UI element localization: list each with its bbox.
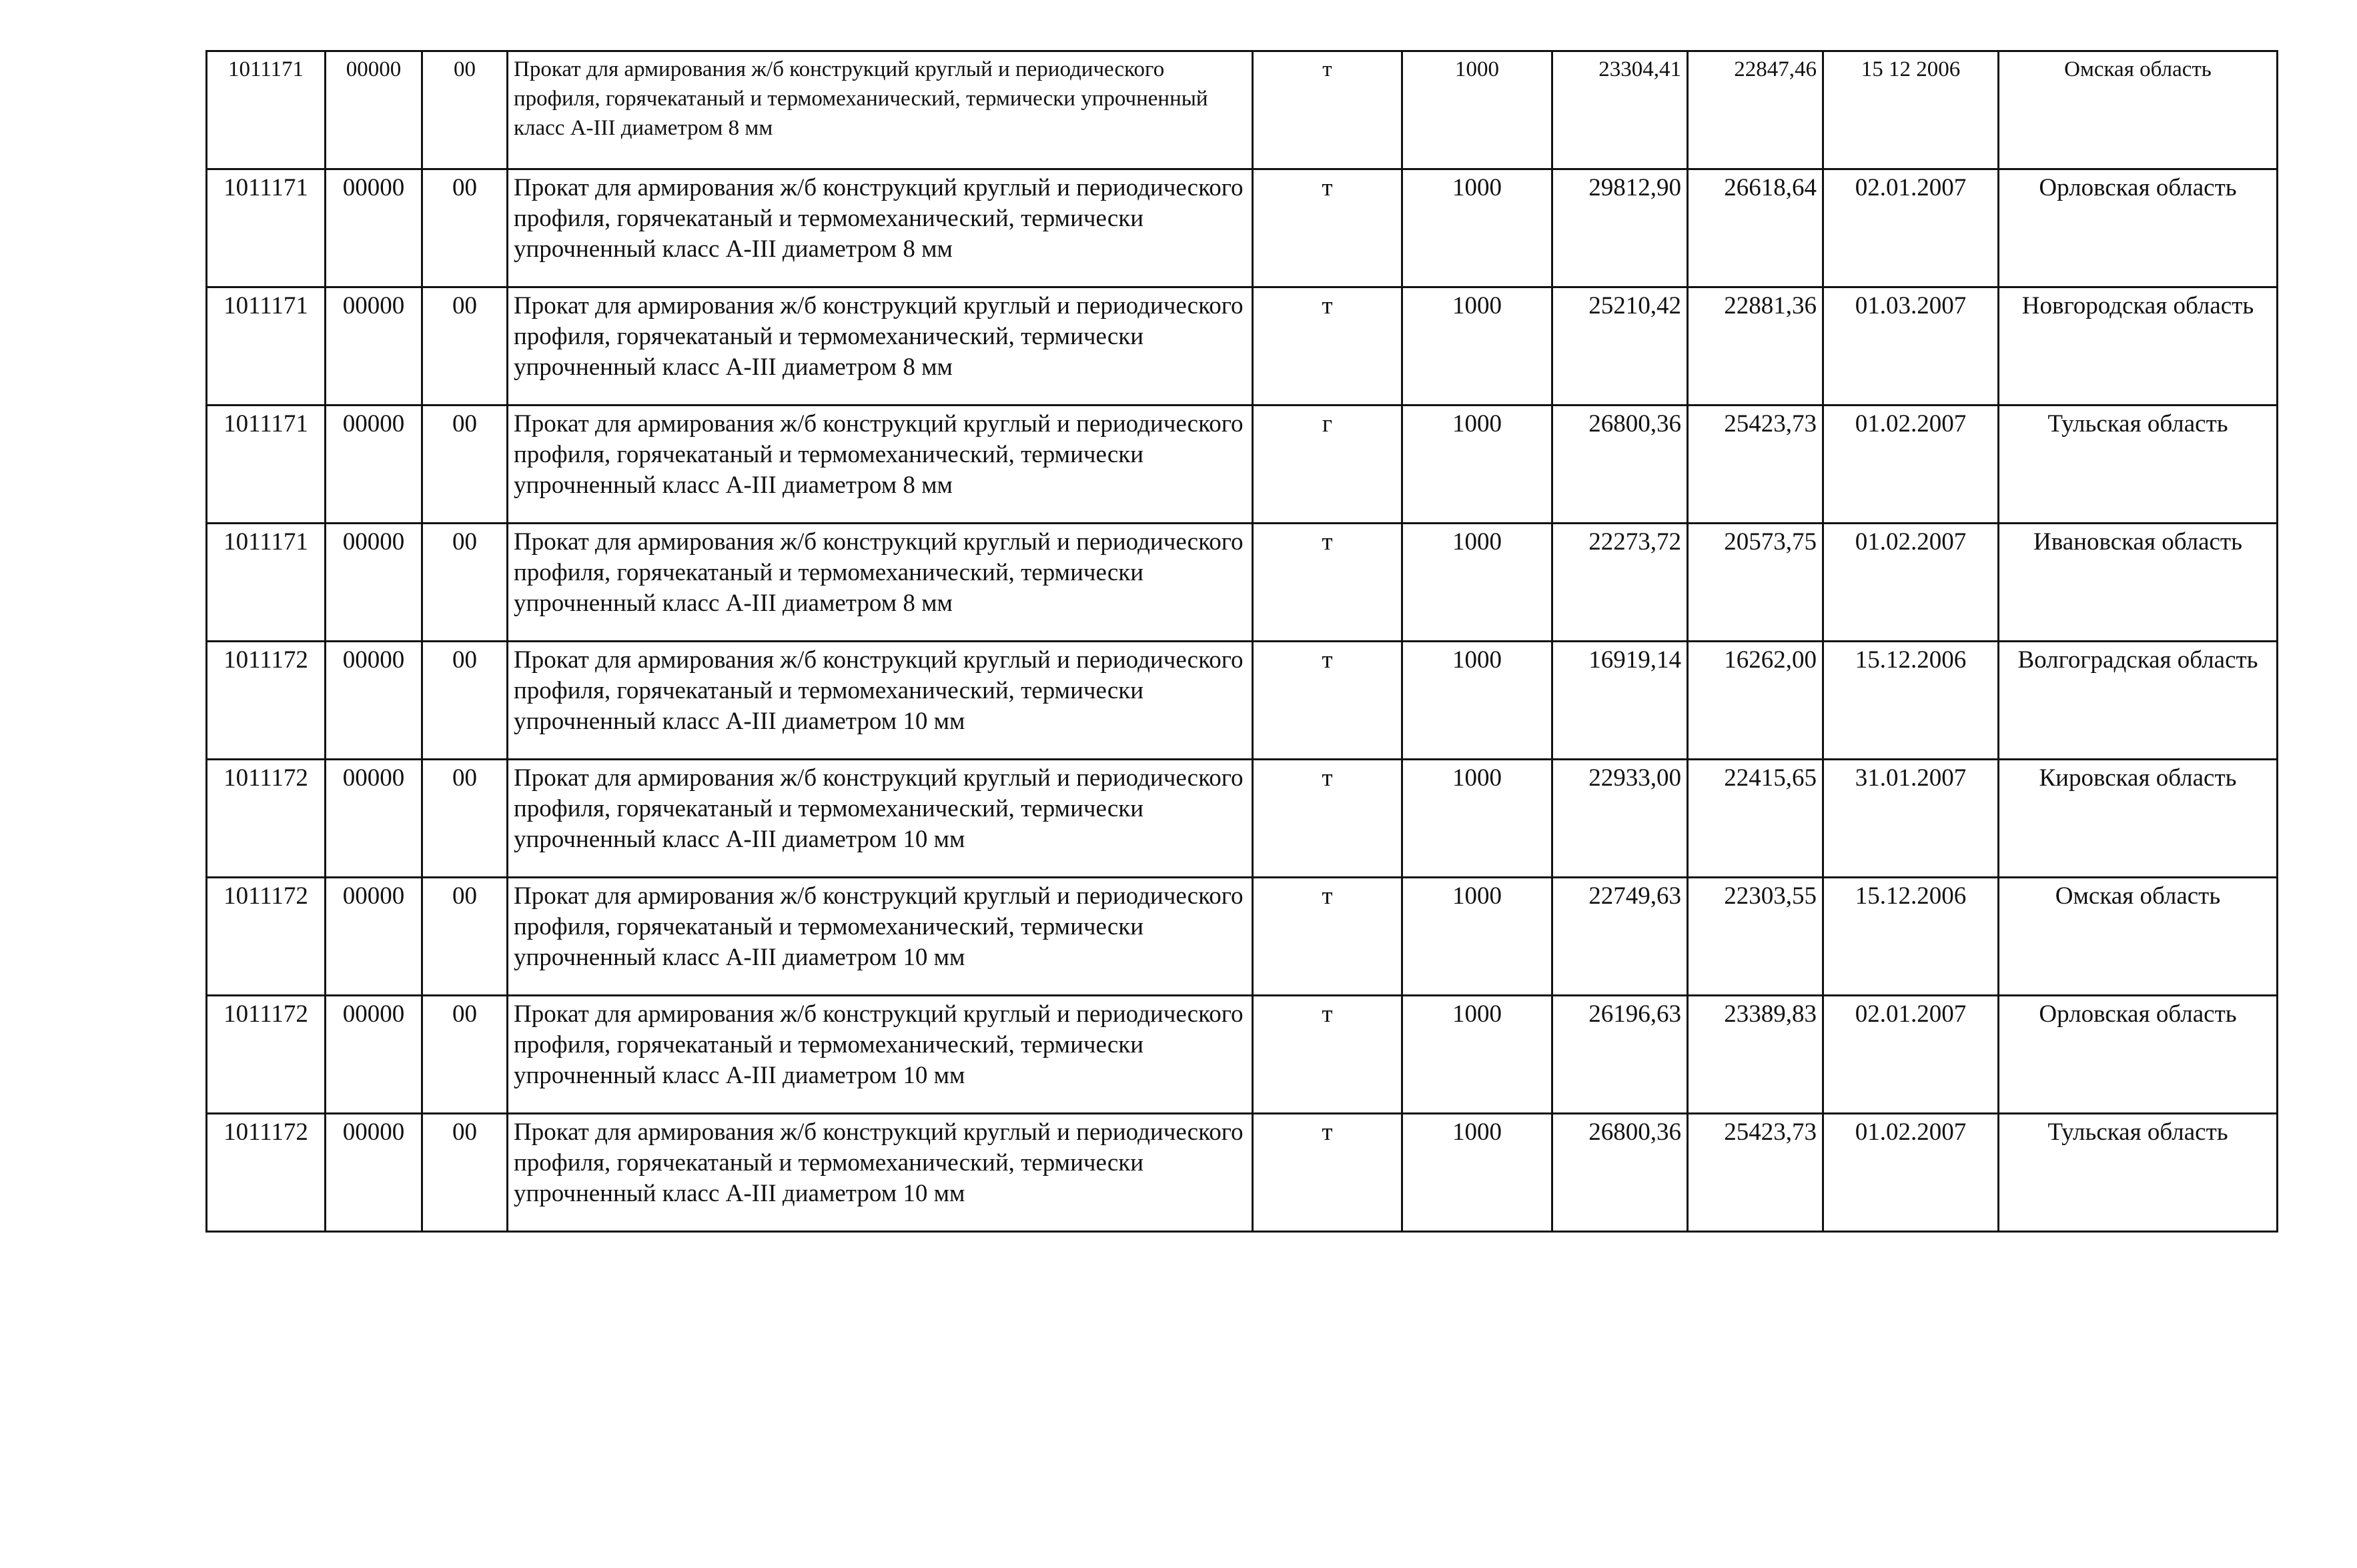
- product-code-cell: 1011172: [207, 996, 326, 1114]
- price-cell: 26800,36: [1552, 406, 1688, 524]
- product-code-cell: 1011171: [207, 524, 326, 642]
- price-table: [205, 50, 2278, 1233]
- region-cell: Орловская область: [1999, 996, 2278, 1114]
- quantity-cell: 1000: [1402, 406, 1552, 524]
- product-name-cell: Прокат для армирования ж/б конструкций круглый и периодического профиля, горячекатаный и термомеханический, термически упрочненный класс А-III диаметром 8 мм: [508, 524, 1253, 642]
- price-cell: 26800,36: [1552, 1114, 1688, 1232]
- product-code-cell: 1011172: [207, 1114, 326, 1232]
- region-cell: Тульская область: [1999, 406, 2278, 524]
- region-cell: Орловская область: [1999, 169, 2278, 287]
- date-cell: 15 12 2006: [1823, 51, 1999, 169]
- table-row: [207, 51, 2278, 169]
- quantity-cell: 1000: [1402, 287, 1552, 406]
- table-row: [207, 878, 2278, 996]
- date-cell: 31.01.2007: [1823, 760, 1999, 878]
- subcode-cell: 00000: [326, 878, 422, 996]
- unit-cell: г: [1253, 406, 1402, 524]
- unit-cell: т: [1253, 878, 1402, 996]
- region-cell: Ивановская область: [1999, 524, 2278, 642]
- price-cell: 22273,72: [1552, 524, 1688, 642]
- quantity-cell: 1000: [1402, 1114, 1552, 1232]
- price-net-cell: 25423,73: [1688, 1114, 1823, 1232]
- price-net-cell: 22303,55: [1688, 878, 1823, 996]
- quantity-cell: 1000: [1402, 524, 1552, 642]
- price-cell: 23304,41: [1552, 51, 1688, 169]
- date-cell: 15.12.2006: [1823, 878, 1999, 996]
- quantity-cell: 1000: [1402, 642, 1552, 760]
- price-net-cell: 20573,75: [1688, 524, 1823, 642]
- unit-cell: т: [1253, 51, 1402, 169]
- unit-cell: т: [1253, 1114, 1402, 1232]
- product-name-cell: Прокат для армирования ж/б конструкций круглый и периодического профиля, горячекатаный и термомеханический, термически упрочненный класс А-III диаметром 8 мм: [508, 287, 1253, 406]
- product-name-cell: Прокат для армирования ж/б конструкций круглый и периодического профиля, горячекатаный и термомеханический, термически упрочненный класс А-III диаметром 10 мм: [508, 996, 1253, 1114]
- price-cell: 29812,90: [1552, 169, 1688, 287]
- date-cell: 01.02.2007: [1823, 406, 1999, 524]
- unit-cell: т: [1253, 760, 1402, 878]
- subcode-cell: 00000: [326, 51, 422, 169]
- product-code-cell: 1011171: [207, 51, 326, 169]
- unit-cell: т: [1253, 169, 1402, 287]
- price-cell: 22749,63: [1552, 878, 1688, 996]
- product-code-cell: 1011171: [207, 287, 326, 406]
- subcode2-cell: 00: [422, 760, 508, 878]
- subcode-cell: 00000: [326, 169, 422, 287]
- table-row: [207, 1114, 2278, 1232]
- price-net-cell: 16262,00: [1688, 642, 1823, 760]
- product-code-cell: 1011172: [207, 760, 326, 878]
- subcode2-cell: 00: [422, 406, 508, 524]
- subcode-cell: 00000: [326, 524, 422, 642]
- product-name-cell: Прокат для армирования ж/б конструкций круглый и периодического профиля, горячекатаный и термомеханический, термически упрочненный класс А-III диаметром 8 мм: [508, 169, 1253, 287]
- product-name-cell: Прокат для армирования ж/б конструкций круглый и периодического профиля, горячекатаный и термомеханический, термически упрочненный класс А-III диаметром 10 мм: [508, 642, 1253, 760]
- date-cell: 02.01.2007: [1823, 169, 1999, 287]
- region-cell: Омская область: [1999, 878, 2278, 996]
- price-net-cell: 23389,83: [1688, 996, 1823, 1114]
- subcode2-cell: 00: [422, 287, 508, 406]
- product-name-cell: Прокат для армирования ж/б конструкций круглый и периодического профиля, горячекатаный и термомеханический, термически упрочненный класс А-III диаметром 8 мм: [508, 51, 1253, 169]
- subcode2-cell: 00: [422, 996, 508, 1114]
- product-code-cell: 1011171: [207, 169, 326, 287]
- quantity-cell: 1000: [1402, 760, 1552, 878]
- date-cell: 01.03.2007: [1823, 287, 1999, 406]
- region-cell: Волгоградская область: [1999, 642, 2278, 760]
- subcode-cell: 00000: [326, 406, 422, 524]
- product-name-cell: Прокат для армирования ж/б конструкций круглый и периодического профиля, горячекатаный и термомеханический, термически упрочненный класс А-III диаметром 8 мм: [508, 406, 1253, 524]
- subcode-cell: 00000: [326, 760, 422, 878]
- unit-cell: т: [1253, 996, 1402, 1114]
- date-cell: 01.02.2007: [1823, 1114, 1999, 1232]
- date-cell: 02.01.2007: [1823, 996, 1999, 1114]
- region-cell: Тульская область: [1999, 1114, 2278, 1232]
- price-net-cell: 22847,46: [1688, 51, 1823, 169]
- table-row: [207, 760, 2278, 878]
- price-net-cell: 26618,64: [1688, 169, 1823, 287]
- region-cell: Омская область: [1999, 51, 2278, 169]
- price-net-cell: 25423,73: [1688, 406, 1823, 524]
- product-code-cell: 1011171: [207, 406, 326, 524]
- product-name-cell: Прокат для армирования ж/б конструкций круглый и периодического профиля, горячекатаный и термомеханический, термически упрочненный класс А-III диаметром 10 мм: [508, 1114, 1253, 1232]
- unit-cell: т: [1253, 287, 1402, 406]
- price-cell: 16919,14: [1552, 642, 1688, 760]
- table-row: [207, 287, 2278, 406]
- subcode-cell: 00000: [326, 996, 422, 1114]
- subcode-cell: 00000: [326, 642, 422, 760]
- table-row: [207, 169, 2278, 287]
- price-cell: 26196,63: [1552, 996, 1688, 1114]
- table-row: [207, 406, 2278, 524]
- subcode2-cell: 00: [422, 642, 508, 760]
- product-code-cell: 1011172: [207, 642, 326, 760]
- table-row: [207, 642, 2278, 760]
- product-name-cell: Прокат для армирования ж/б конструкций круглый и периодического профиля, горячекатаный и термомеханический, термически упрочненный класс А-III диаметром 10 мм: [508, 760, 1253, 878]
- price-cell: 25210,42: [1552, 287, 1688, 406]
- subcode-cell: 00000: [326, 287, 422, 406]
- table-row: [207, 996, 2278, 1114]
- subcode2-cell: 00: [422, 878, 508, 996]
- unit-cell: т: [1253, 642, 1402, 760]
- quantity-cell: 1000: [1402, 169, 1552, 287]
- subcode2-cell: 00: [422, 524, 508, 642]
- table-row: [207, 524, 2278, 642]
- quantity-cell: 1000: [1402, 51, 1552, 169]
- subcode-cell: 00000: [326, 1114, 422, 1232]
- quantity-cell: 1000: [1402, 878, 1552, 996]
- region-cell: Кировская область: [1999, 760, 2278, 878]
- subcode2-cell: 00: [422, 169, 508, 287]
- product-name-cell: Прокат для армирования ж/б конструкций круглый и периодического профиля, горячекатаный и термомеханический, термически упрочненный класс А-III диаметром 10 мм: [508, 878, 1253, 996]
- date-cell: 15.12.2006: [1823, 642, 1999, 760]
- region-cell: Новгородская область: [1999, 287, 2278, 406]
- price-net-cell: 22881,36: [1688, 287, 1823, 406]
- quantity-cell: 1000: [1402, 996, 1552, 1114]
- price-net-cell: 22415,65: [1688, 760, 1823, 878]
- product-code-cell: 1011172: [207, 878, 326, 996]
- date-cell: 01.02.2007: [1823, 524, 1999, 642]
- unit-cell: т: [1253, 524, 1402, 642]
- subcode2-cell: 00: [422, 51, 508, 169]
- price-cell: 22933,00: [1552, 760, 1688, 878]
- subcode2-cell: 00: [422, 1114, 508, 1232]
